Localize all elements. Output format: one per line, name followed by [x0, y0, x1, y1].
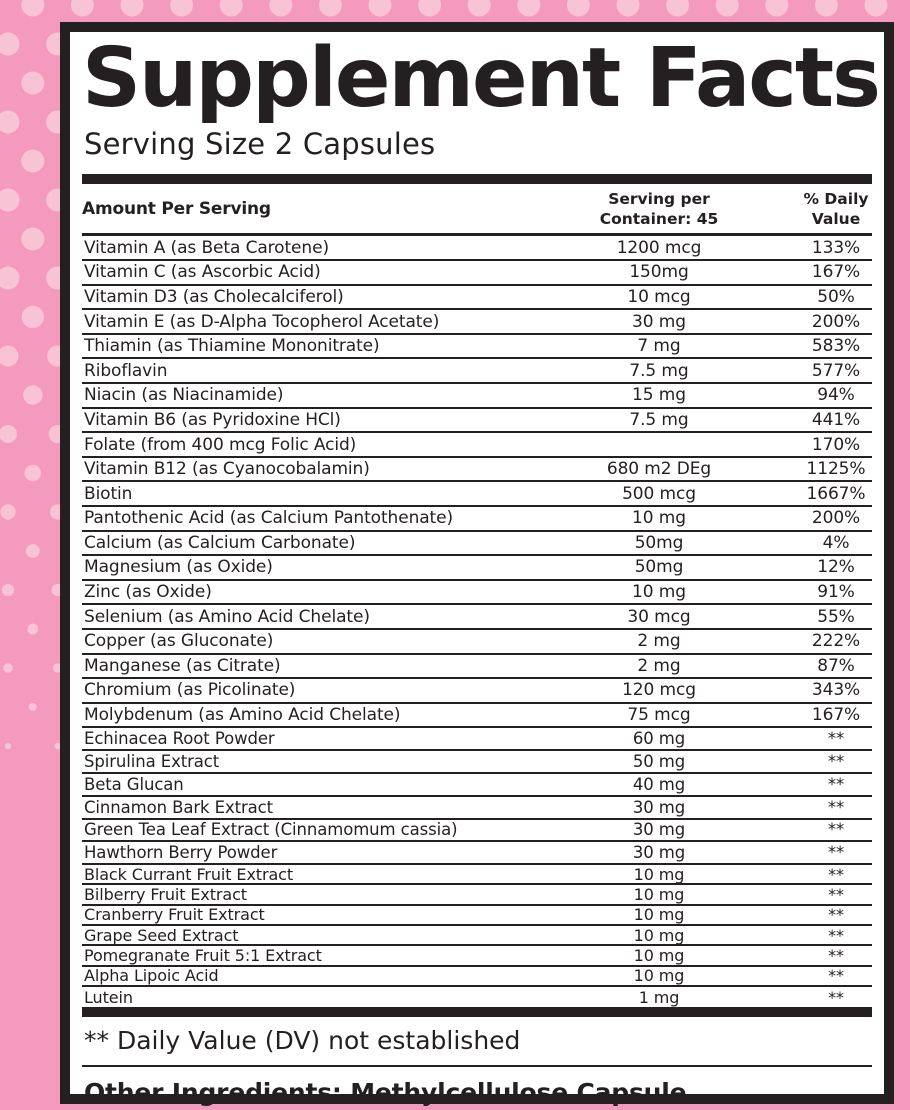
thick-divider-bottom [82, 1007, 872, 1017]
ingredient-daily-value: ** [828, 945, 844, 965]
ingredient-daily-value: 1125% [806, 459, 866, 480]
ingredient-amount: 40 mg [632, 774, 686, 794]
table-row [82, 987, 872, 1007]
ingredient-daily-value: ** [827, 797, 845, 817]
ingredient-name: Biotin [84, 483, 133, 504]
other-ingredients: Other Ingredients: Methylcellulose Capsule [84, 1078, 687, 1108]
table-row [82, 885, 872, 905]
table-row [82, 482, 872, 507]
table-row [82, 433, 872, 458]
ingredient-amount: 50 mg [632, 752, 686, 772]
ingredient-daily-value: 133% [811, 237, 861, 258]
ingredient-daily-value: 200% [811, 311, 861, 332]
table-row [82, 946, 872, 966]
table-row [82, 797, 872, 820]
table-row [82, 384, 872, 409]
ingredient-amount: 30 mg [632, 797, 686, 817]
ingredient-name: Vitamin C (as Ascorbic Acid) [84, 262, 321, 283]
ingredient-name: Echinacea Root Powder [84, 729, 275, 749]
ingredient-amount: 10 mg [633, 945, 685, 965]
ingredient-name: Manganese (as Citrate) [84, 655, 281, 676]
ingredient-amount: 680 m2 DEg [606, 459, 712, 480]
ingredient-amount: 7.5 mg [629, 360, 689, 381]
ingredient-amount: 10 mg [632, 508, 686, 529]
ingredient-amount: 10 mg [633, 925, 685, 945]
ingredient-name: Spirulina Extract [84, 752, 220, 772]
ingredient-daily-value: ** [828, 864, 844, 884]
ingredient-name: Zinc (as Oxide) [84, 582, 212, 603]
ingredient-daily-value: ** [827, 843, 845, 863]
table-row [82, 728, 872, 751]
table-row [82, 967, 872, 987]
ingredient-name: Vitamin B12 (as Cyanocobalamin) [84, 459, 370, 480]
supplement-facts-label [60, 22, 894, 1108]
ingredient-daily-value: ** [827, 820, 845, 840]
ingredient-name: Calcium (as Calcium Carbonate) [84, 532, 356, 553]
table-row [82, 261, 872, 286]
ingredient-name: Vitamin D3 (as Cholecalciferol) [84, 286, 344, 307]
ingredient-name: Chromium (as Picolinate) [84, 680, 296, 701]
ingredient-name: Grape Seed Extract [84, 925, 239, 945]
daily-value-footnote: ** Daily Value (DV) not established [82, 1017, 872, 1067]
table-row [82, 409, 872, 434]
ingredient-amount: 30 mg [632, 820, 686, 840]
table-row [82, 532, 872, 557]
serving-size: Serving Size 2 Capsules [84, 127, 436, 162]
ingredient-daily-value: ** [827, 752, 845, 772]
ingredient-name: Alpha Lipoic Acid [84, 966, 219, 986]
ingredient-name: Lutein [84, 987, 133, 1007]
amount-per-serving-header: Amount Per Serving [82, 199, 271, 220]
ingredient-name: Green Tea Leaf Extract (Cinnamomum cassia) [84, 820, 458, 840]
ingredient-daily-value: 441% [811, 409, 861, 430]
table-header-row [82, 184, 872, 236]
ingredient-amount: 10 mg [633, 885, 685, 905]
supplement-facts-title: Supplement Facts [82, 31, 879, 126]
ingredient-name: Folate (from 400 mcg Folic Acid) [84, 434, 357, 455]
table-row [82, 630, 872, 655]
ingredient-daily-value: 583% [811, 336, 861, 357]
ingredient-amount: 2 mg [637, 655, 681, 676]
ingredient-daily-value: 167% [811, 262, 861, 283]
ingredient-amount: 7.5 mg [629, 409, 689, 430]
ingredient-amount: 120 mcg [622, 680, 696, 701]
ingredient-daily-value: 577% [811, 360, 861, 381]
ingredient-amount: 10 mcg [627, 286, 691, 307]
servings-per-container-header [534, 189, 784, 229]
ingredient-daily-value: ** [827, 729, 845, 749]
ingredient-daily-value: ** [828, 905, 844, 925]
ingredient-amount: 500 mcg [622, 483, 696, 504]
table-row [82, 507, 872, 532]
ingredient-daily-value: 167% [811, 705, 861, 726]
ingredient-name: Thiamin (as Thiamine Mononitrate) [84, 336, 380, 357]
table-row [82, 581, 872, 606]
ingredient-name: Pomegranate Fruit 5:1 Extract [84, 945, 322, 965]
table-row [82, 458, 872, 483]
percent-daily-value-line2: Value [811, 210, 861, 229]
percent-daily-value-header [784, 189, 872, 229]
ingredient-name: Vitamin E (as D-Alpha Tocopherol Acetate) [84, 311, 440, 332]
ingredient-name: Vitamin B6 (as Pyridoxine HCl) [84, 409, 341, 430]
table-row [82, 655, 872, 680]
table-row [82, 335, 872, 360]
table-row [82, 556, 872, 581]
table-row [82, 906, 872, 926]
ingredient-daily-value: 1667% [806, 483, 866, 504]
ingredient-daily-value: 200% [811, 508, 861, 529]
table-row [82, 751, 872, 774]
ingredient-daily-value: 12% [817, 557, 855, 578]
ingredient-daily-value: 343% [811, 680, 861, 701]
ingredient-name: Cranberry Fruit Extract [84, 905, 265, 925]
table-row [82, 236, 872, 261]
ingredient-daily-value: 4% [822, 532, 850, 553]
ingredient-daily-value: 170% [811, 434, 861, 455]
ingredient-name: Beta Glucan [84, 774, 184, 794]
ingredient-amount: 30 mg [632, 843, 686, 863]
ingredient-daily-value: 87% [817, 655, 855, 676]
ingredient-amount: 10 mg [633, 864, 685, 884]
ingredient-name: Hawthorn Berry Powder [84, 843, 278, 863]
ingredient-daily-value: ** [827, 774, 845, 794]
ingredient-amount: 50mg [634, 532, 684, 553]
ingredient-name: Cinnamon Bark Extract [84, 797, 274, 817]
thick-divider-top [82, 174, 872, 184]
ingredient-amount: 60 mg [632, 729, 686, 749]
ingredient-name: Bilberry Fruit Extract [84, 885, 247, 905]
ingredient-name: Black Currant Fruit Extract [84, 864, 294, 884]
table-row [82, 286, 872, 311]
ingredient-amount: 50mg [634, 557, 684, 578]
servings-per-container-line2: Container: 45 [599, 210, 719, 229]
table-row [82, 679, 872, 704]
ingredient-name: Vitamin A (as Beta Carotene) [84, 237, 329, 258]
ingredient-name: Riboflavin [84, 360, 168, 381]
ingredient-amount: 75 mcg [627, 705, 691, 726]
table-row [82, 842, 872, 865]
ingredient-name: Copper (as Gluconate) [84, 631, 274, 652]
ingredient-daily-value: 50% [817, 286, 855, 307]
table-row [82, 605, 872, 630]
ingredient-daily-value: ** [828, 925, 844, 945]
ingredient-amount: 30 mcg [627, 606, 691, 627]
table-row [82, 926, 872, 946]
ingredient-daily-value: 91% [817, 582, 855, 603]
table-row [82, 359, 872, 384]
ingredient-name: Pantothenic Acid (as Calcium Pantothenate) [84, 508, 454, 529]
ingredient-amount: 15 mg [632, 385, 686, 406]
ingredient-table [82, 236, 872, 1007]
ingredient-name: Magnesium (as Oxide) [84, 557, 273, 578]
table-row [82, 310, 872, 335]
percent-daily-value-line1: % Daily [803, 190, 869, 209]
ingredient-amount: 30 mg [632, 311, 686, 332]
ingredient-daily-value: ** [828, 885, 844, 905]
ingredient-amount: 2 mg [637, 631, 681, 652]
ingredient-amount: 1 mg [638, 987, 680, 1007]
ingredient-name: Selenium (as Amino Acid Chelate) [84, 606, 370, 627]
ingredient-amount: 10 mg [632, 582, 686, 603]
servings-per-container-line1: Serving per [608, 190, 710, 209]
ingredient-amount: 7 mg [637, 336, 681, 357]
ingredient-amount: 10 mg [633, 905, 685, 925]
table-row [82, 774, 872, 797]
ingredient-name: Niacin (as Niacinamide) [84, 385, 284, 406]
ingredient-daily-value: ** [828, 966, 844, 986]
ingredient-daily-value: 94% [817, 385, 855, 406]
ingredient-amount: 150mg [629, 262, 689, 283]
ingredient-daily-value: ** [828, 987, 844, 1007]
table-row [82, 865, 872, 885]
ingredient-amount: 10 mg [633, 966, 685, 986]
ingredient-daily-value: 55% [817, 606, 855, 627]
ingredient-amount: 1200 mcg [616, 237, 702, 258]
ingredient-name: Molybdenum (as Amino Acid Chelate) [84, 705, 401, 726]
table-row [82, 820, 872, 843]
ingredient-daily-value: 222% [811, 631, 861, 652]
table-row [82, 704, 872, 729]
